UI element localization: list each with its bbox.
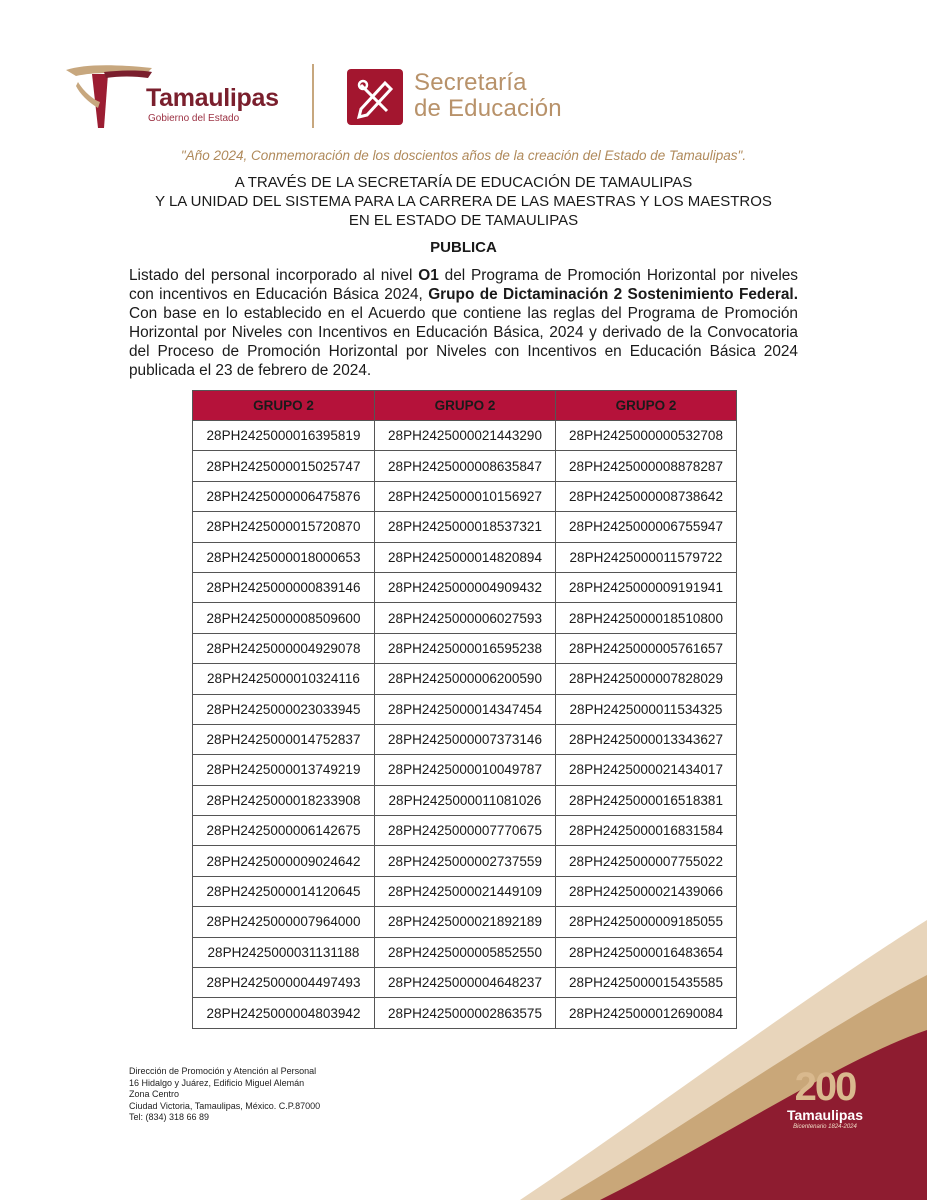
table-row [193, 755, 737, 785]
table-cell: 28PH2425000004929078 [193, 633, 375, 663]
table-cell: 28PH2425000018510800 [556, 603, 737, 633]
table-cell: 28PH2425000007755022 [556, 846, 737, 876]
table-cell: 28PH2425000011579722 [556, 542, 737, 572]
table-cell: 28PH2425000011534325 [556, 694, 737, 724]
table-cell: 28PH2425000006027593 [375, 603, 556, 633]
table-cell: 28PH2425000002737559 [375, 846, 556, 876]
table-cell: 28PH2425000006755947 [556, 512, 737, 542]
table-cell: 28PH2425000008635847 [375, 451, 556, 481]
table-cell: 28PH2425000007770675 [375, 816, 556, 846]
tamaulipas-logo-name: Tamaulipas [146, 84, 279, 112]
table-cell: 28PH2425000018537321 [375, 512, 556, 542]
table-row [193, 785, 737, 815]
table-cell: 28PH2425000031131188 [193, 937, 375, 967]
tamaulipas-logo [64, 62, 284, 132]
table-cell: 28PH2425000016395819 [193, 421, 375, 451]
table-cell: 28PH2425000014120645 [193, 876, 375, 906]
table-cell: 28PH2425000012690084 [556, 998, 737, 1028]
intro-paragraph [129, 266, 798, 380]
table-cell: 28PH2425000010049787 [375, 755, 556, 785]
table-cell: 28PH2425000014347454 [375, 694, 556, 724]
folio-table [192, 390, 737, 1029]
table-cell: 28PH2425000004648237 [375, 968, 556, 998]
table-row [193, 724, 737, 754]
table-cell: 28PH2425000006475876 [193, 481, 375, 511]
table-cell: 28PH2425000014820894 [375, 542, 556, 572]
table-cell: 28PH2425000008878287 [556, 451, 737, 481]
table-row [193, 512, 737, 542]
table-row [193, 937, 737, 967]
table-cell: 28PH2425000000839146 [193, 572, 375, 602]
table-row [193, 907, 737, 937]
footer-line: Tel: (834) 318 66 89 [129, 1112, 210, 1122]
table-cell: 28PH2425000002863575 [375, 998, 556, 1028]
table-cell: 28PH2425000009185055 [556, 907, 737, 937]
education-pencil-icon [347, 69, 403, 125]
bicentenario-subtitle: Bicentenario 1824-2024 [793, 1124, 857, 1130]
logo-divider [312, 64, 314, 128]
table-cell: 28PH2425000018000653 [193, 542, 375, 572]
table-cell: 28PH2425000021449109 [375, 876, 556, 906]
table-cell: 28PH2425000018233908 [193, 785, 375, 815]
table-cell: 28PH2425000021443290 [375, 421, 556, 451]
table-cell: 28PH2425000004803942 [193, 998, 375, 1028]
bicentenario-badge [770, 1065, 880, 1130]
secretaria-educacion-logo-text [414, 70, 562, 122]
table-row [193, 481, 737, 511]
table-cell: 28PH2425000023033945 [193, 694, 375, 724]
footer-line: Ciudad Victoria, Tamaulipas, México. C.P.87000 [129, 1100, 321, 1111]
table-row [193, 633, 737, 663]
heading-line-1: A TRAVÉS DE LA SECRETARÍA DE EDUCACIÓN DE TAMAULIPAS [234, 174, 693, 191]
table-row [193, 846, 737, 876]
table-cell: 28PH2425000004497493 [193, 968, 375, 998]
table-row [193, 816, 737, 846]
footer-address [129, 1066, 320, 1124]
bicentenario-number: 200 [794, 1065, 856, 1109]
table-cell: 28PH2425000021892189 [375, 907, 556, 937]
table-cell: 28PH2425000009024642 [193, 846, 375, 876]
table-cell: 28PH2425000013343627 [556, 724, 737, 754]
table-cell: 28PH2425000007828029 [556, 664, 737, 694]
table-cell: 28PH2425000010156927 [375, 481, 556, 511]
intro-part-1: Listado del personal incorporado al nivel [129, 267, 419, 284]
table-row [193, 998, 737, 1028]
table-cell: 28PH2425000010324116 [193, 664, 375, 694]
table-cell: 28PH2425000005852550 [375, 937, 556, 967]
table-cell: 28PH2425000006142675 [193, 816, 375, 846]
table-cell: 28PH2425000004909432 [375, 572, 556, 602]
table-row [193, 694, 737, 724]
footer-line: Zona Centro [129, 1089, 180, 1099]
table-row [193, 968, 737, 998]
table-header: GRUPO 2 [375, 391, 556, 421]
table-row [193, 451, 737, 481]
table-cell: 28PH2425000016518381 [556, 785, 737, 815]
intro-part-3: Con base en lo establecido en el Acuerdo que contiene las reglas del Programa de Promoción Horizontal por Niveles con Incentivos en Educación Básica, 2024 y derivado de la Convocatoria del Proceso de Promoción Horizontal por Niveles con Incentivos en Educación Básica 2024 publicada el 23 de febrero de 2024. [129, 305, 798, 379]
table-cell: 28PH2425000006200590 [375, 664, 556, 694]
secretaria-logo-line1: Secretaría [414, 69, 527, 96]
table-cell: 28PH2425000015025747 [193, 451, 375, 481]
table-cell: 28PH2425000008509600 [193, 603, 375, 633]
table-cell: 28PH2425000021439066 [556, 876, 737, 906]
table-row [193, 664, 737, 694]
table-header: GRUPO 2 [556, 391, 737, 421]
table-cell: 28PH2425000015720870 [193, 512, 375, 542]
intro-part-2: del Programa de Promoción Horizontal por niveles con incentivos en Educación Básica 2024, [129, 267, 798, 303]
table-cell: 28PH2425000016595238 [375, 633, 556, 663]
table-cell: 28PH2425000007964000 [193, 907, 375, 937]
heading-line-2: Y LA UNIDAD DEL SISTEMA PARA LA CARRERA DE LAS MAESTRAS Y LOS MAESTROS [155, 193, 772, 210]
table-header: GRUPO 2 [193, 391, 375, 421]
footer-line: Dirección de Promoción y Atención al Personal [129, 1066, 317, 1076]
table-row [193, 876, 737, 906]
table-row [193, 572, 737, 602]
document-heading [120, 173, 807, 230]
table-header-row [193, 391, 737, 421]
tamaulipas-emblem-icon [64, 62, 154, 132]
intro-group: Grupo de Dictaminación 2 Sostenimiento Federal. [428, 286, 798, 303]
bicentenario-name: Tamaulipas [787, 1107, 863, 1123]
motto: "Año 2024, Conmemoración de los doscientos años de la creación del Estado de Tamaulipas". [180, 148, 747, 163]
table-cell: 28PH2425000007373146 [375, 724, 556, 754]
table-cell: 28PH2425000014752837 [193, 724, 375, 754]
table-cell: 28PH2425000015435585 [556, 968, 737, 998]
tamaulipas-logo-subtitle: Gobierno del Estado [148, 113, 240, 124]
table-cell: 28PH2425000011081026 [375, 785, 556, 815]
table-cell: 28PH2425000009191941 [556, 572, 737, 602]
table-row [193, 421, 737, 451]
table-cell: 28PH2425000008738642 [556, 481, 737, 511]
table-row [193, 542, 737, 572]
table-cell: 28PH2425000000532708 [556, 421, 737, 451]
secretaria-logo-line2: de Educación [414, 95, 562, 122]
table-body [193, 421, 737, 1029]
table-cell: 28PH2425000013749219 [193, 755, 375, 785]
table-row [193, 603, 737, 633]
table-cell: 28PH2425000016483654 [556, 937, 737, 967]
table-cell: 28PH2425000016831584 [556, 816, 737, 846]
publica-title: PUBLICA [430, 239, 497, 256]
table-cell: 28PH2425000005761657 [556, 633, 737, 663]
table-cell: 28PH2425000021434017 [556, 755, 737, 785]
footer-line: 16 Hidalgo y Juárez, Edificio Miguel Alemán [129, 1077, 305, 1088]
intro-level: O1 [418, 267, 439, 284]
heading-line-3: EN EL ESTADO DE TAMAULIPAS [348, 212, 579, 229]
